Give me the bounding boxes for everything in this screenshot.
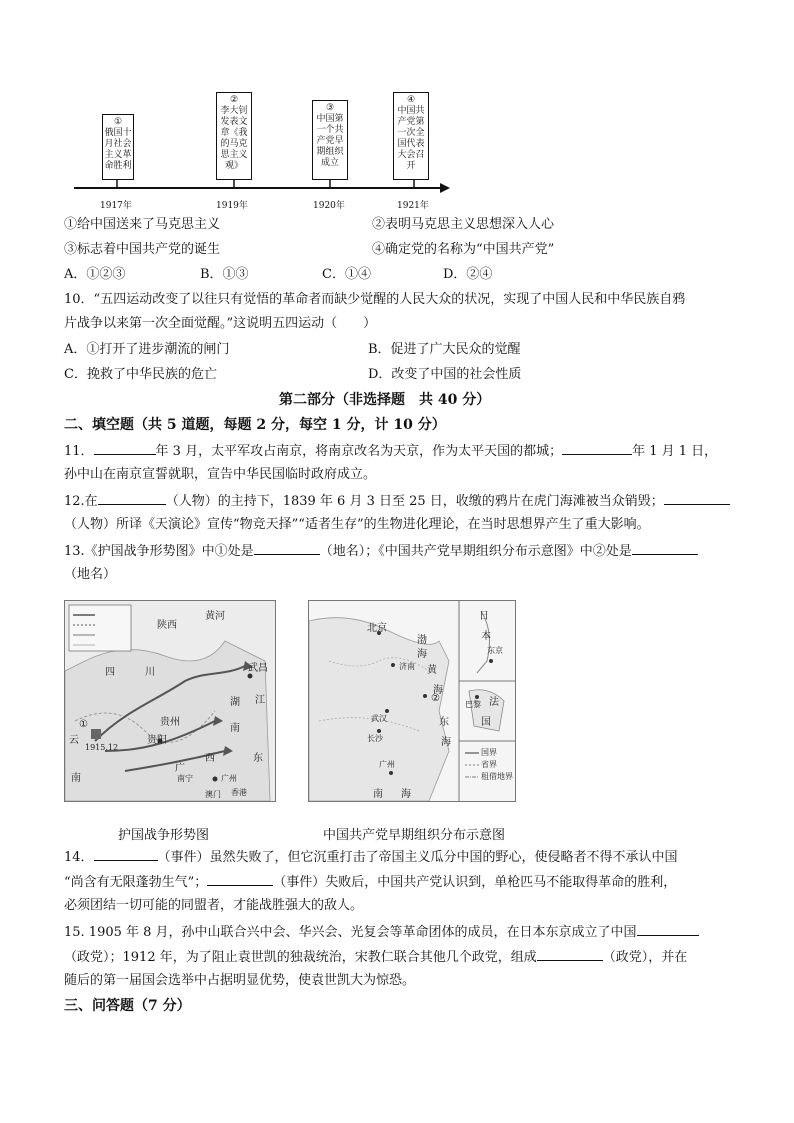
map1-label-hu: 湖 xyxy=(230,697,240,708)
map1-label-dong: 东 xyxy=(253,753,263,764)
q15-line2 xyxy=(64,946,687,968)
q10-stem-line2: 片战争以来第一次全面觉醒。”这说明五四运动（ ） xyxy=(64,316,377,331)
map1-label-nan-hunan: 南 xyxy=(230,723,240,734)
map1-label-huanghe: 黄河 xyxy=(205,611,225,622)
q15-blank-2[interactable] xyxy=(537,946,603,961)
map2-label-guo: 国 xyxy=(481,717,491,728)
q14-blank-2[interactable] xyxy=(207,871,273,886)
q9-option-d[interactable]: D．②④ xyxy=(443,267,493,282)
map2-label-beijing: 北京 xyxy=(367,623,387,634)
map1-label-date: 1915.12 xyxy=(85,743,119,752)
map-huguo-war xyxy=(64,600,276,802)
map2-label-huang: 黄 xyxy=(427,665,437,676)
q13-text-b: （地名）；《中国共产党早期组织分布示意图》中②处是 xyxy=(319,544,632,559)
map2-label-ri: 日 xyxy=(479,611,489,622)
map2-label-paris: 巴黎 xyxy=(465,700,481,709)
timeline-event-4: ④ 中国共 产党第 一次全 国代表 大会召 开 xyxy=(393,92,429,180)
section2-title: 二、填空题（共 5 道题，每题 2 分，每空 1 分，计 10 分） xyxy=(64,417,446,433)
q13-text-a: 13.《护国战争形势图》中①处是 xyxy=(64,544,254,559)
timeline-event-1: ① 俄国十 月社会 主义革 命胜利 xyxy=(102,114,134,180)
q14-number: 14． xyxy=(64,850,94,865)
map2-marker-2: ② xyxy=(431,693,440,704)
q14-line1 xyxy=(64,846,678,868)
map2-label-hai-dong: 海 xyxy=(441,737,451,748)
map2-label-wuhan: 武汉 xyxy=(371,714,387,723)
map1-marker-1: ① xyxy=(79,719,88,730)
map2-label-hai-nan: 海 xyxy=(401,789,411,800)
map2-label-jinan: 济南 xyxy=(399,662,415,671)
map1-caption: 护国战争形势图 xyxy=(118,828,210,843)
q9-statement-3: ③标志着中国共产党的诞生 xyxy=(64,242,221,257)
q15-blank-1[interactable] xyxy=(637,921,699,936)
q11-text-a: 年 3 月，太平军攻占南京，将南京改名为天京，作为太平天国的都城； xyxy=(155,444,563,459)
map2-label-tokyo: 东京 xyxy=(487,646,503,655)
q14-text-b: “尚含有无限蓬勃生气”； xyxy=(64,875,208,890)
map1-label-aomen: 澳门 xyxy=(205,790,221,799)
map1-label-guiyang: 贵阳 xyxy=(147,735,167,746)
part2-title: 第二部分（非选择题 共 40 分） xyxy=(279,392,491,408)
map2-label-fa: 法 xyxy=(489,697,499,708)
section3-title: 三、问答题（7 分） xyxy=(64,998,191,1014)
q11-line2: 孙中山在南京宣誓就职，宣告中华民国临时政府成立。 xyxy=(64,467,377,482)
q9-statement-2: ②表明马克思主义思想深入人心 xyxy=(372,217,555,232)
map2-label-ben: 本 xyxy=(481,631,491,642)
map2-label-nan: 南 xyxy=(373,789,383,800)
q14-blank-1[interactable] xyxy=(94,846,158,861)
q13-blank-1[interactable] xyxy=(254,540,320,555)
map2-label-bo: 渤 xyxy=(417,635,427,646)
q10-stem-line1: 10．“五四运动改变了以往只有觉悟的革命者而缺少觉醒的人民大众的状况，实现了中国人民和中华民族自鸦 xyxy=(64,292,686,307)
q13-line1 xyxy=(64,540,698,562)
map2-label-hai-bohai: 海 xyxy=(417,649,427,660)
q11-text-b: 年 1 月 1 日， xyxy=(632,444,718,459)
q11-number: 11． xyxy=(64,444,94,459)
q12-text-b: （人物）的主持下，1839 年 6 月 3 日至 25 日，收缴的鸦片在虎门海滩被当众销毁； xyxy=(165,494,664,509)
q15-text-b: （政党）；1912 年，为了阻止袁世凯的独裁统治，宋教仁联合其他几个政党，组成 xyxy=(64,950,537,965)
map1-label-si: 四 xyxy=(105,667,115,678)
q12-blank-1[interactable] xyxy=(98,490,166,505)
map1-label-chuan: 川 xyxy=(145,667,155,678)
timeline-year-1917: 1917年 xyxy=(100,201,132,211)
q12-text-a: 12.在 xyxy=(64,494,98,509)
q14-line2 xyxy=(64,871,676,893)
q10-option-c[interactable]: C．挽救了中华民族的危亡 xyxy=(64,367,217,382)
map1-label-jiang: 江 xyxy=(255,695,265,706)
q14-line3: 必须团结一切可能的同盟者，才能战胜强大的敌人。 xyxy=(64,898,364,913)
map1-label-yun: 云 xyxy=(69,735,79,746)
map1-label-guangzhou: 广州 xyxy=(221,774,237,783)
q9-statement-1: ①给中国送来了马克思主义 xyxy=(64,217,221,232)
timeline-year-1921: 1921年 xyxy=(397,201,429,211)
map-huguo-drawing xyxy=(65,601,275,801)
q15-line3: 随后的第一届国会选举中占据明显优势，使袁世凯大为惊恐。 xyxy=(64,973,416,988)
map1-label-guizhou: 贵州 xyxy=(160,717,180,728)
q12-line1 xyxy=(64,490,730,512)
q15-line1 xyxy=(64,921,699,943)
q11-blank-1[interactable] xyxy=(94,440,156,455)
map-cpc-early-orgs xyxy=(308,600,516,802)
timeline-axis xyxy=(72,180,452,196)
map2-label-guangzhou: 广州 xyxy=(379,760,395,769)
map1-label-xianggang: 香港 xyxy=(231,788,247,797)
q13-blank-2[interactable] xyxy=(632,540,698,555)
q9-option-a[interactable]: A．①②③ xyxy=(64,267,126,282)
map1-label-xi: 西 xyxy=(205,753,215,764)
timeline-event-3: ③ 中国第 一个共 产党早 期组织 成立 xyxy=(312,100,348,180)
map2-legend-concession-border: 租借地界 xyxy=(481,772,513,781)
q14-text-c: （事件）失败后，中国共产党认识到，单枪匹马不能取得革命的胜利， xyxy=(273,875,677,890)
map1-label-nanning: 南宁 xyxy=(177,774,193,783)
q9-statement-4: ④确定党的名称为“中国共产党” xyxy=(372,242,555,257)
q13-line2: （地名） xyxy=(64,567,117,582)
q11-blank-2[interactable] xyxy=(562,440,632,455)
q14-text-a: （事件）虽然失败了，但它沉重打击了帝国主义瓜分中国的野心，使侵略者不得不承认中国 xyxy=(157,850,678,865)
map2-caption: 中国共产党早期组织分布示意图 xyxy=(323,828,506,843)
q9-option-c[interactable]: C．①④ xyxy=(322,267,371,282)
map1-label-shaanxi: 陕西 xyxy=(157,620,177,631)
q9-option-b[interactable]: B．①③ xyxy=(200,267,249,282)
map2-label-hai-huang: 海 xyxy=(433,685,443,696)
q11-line1 xyxy=(64,440,717,462)
map2-legend-province-border: 省界 xyxy=(481,760,497,769)
map1-label-nan-yunnan: 南 xyxy=(71,773,81,784)
q15-text-c: （政党），并在 xyxy=(602,950,688,965)
q10-option-b[interactable]: B．促进了广大民众的觉醒 xyxy=(368,342,521,357)
map2-legend-national-border: 国界 xyxy=(481,748,497,757)
timeline-year-1920: 1920年 xyxy=(313,201,345,211)
q12-blank-2[interactable] xyxy=(664,490,730,505)
q10-option-a[interactable]: A．①打开了进步潮流的闸门 xyxy=(64,342,230,357)
map1-label-wuchang: 武昌 xyxy=(248,663,268,674)
timeline-event-2: ② 李大钊 发表文 章《我 的马克 思主义 观》 xyxy=(216,92,252,180)
map2-label-changsha: 长沙 xyxy=(367,734,383,743)
map1-label-guang: 广 xyxy=(175,763,185,774)
map2-label-dong: 东 xyxy=(439,717,449,728)
q12-line2: （人物）所译《天演论》宣传“物竞天择”“适者生存”的生物进化理论，在当时思想界产生了重大影响。 xyxy=(64,517,650,532)
q10-option-d[interactable]: D．改变了中国的社会性质 xyxy=(368,367,522,382)
timeline-figure xyxy=(0,0,794,215)
q15-text-a: 15. 1905 年 8 月，孙中山联合兴中会、华兴会、光复会等革命团体的成员，在日本东京成立了中国 xyxy=(64,925,637,940)
timeline-year-1919: 1919年 xyxy=(216,201,248,211)
